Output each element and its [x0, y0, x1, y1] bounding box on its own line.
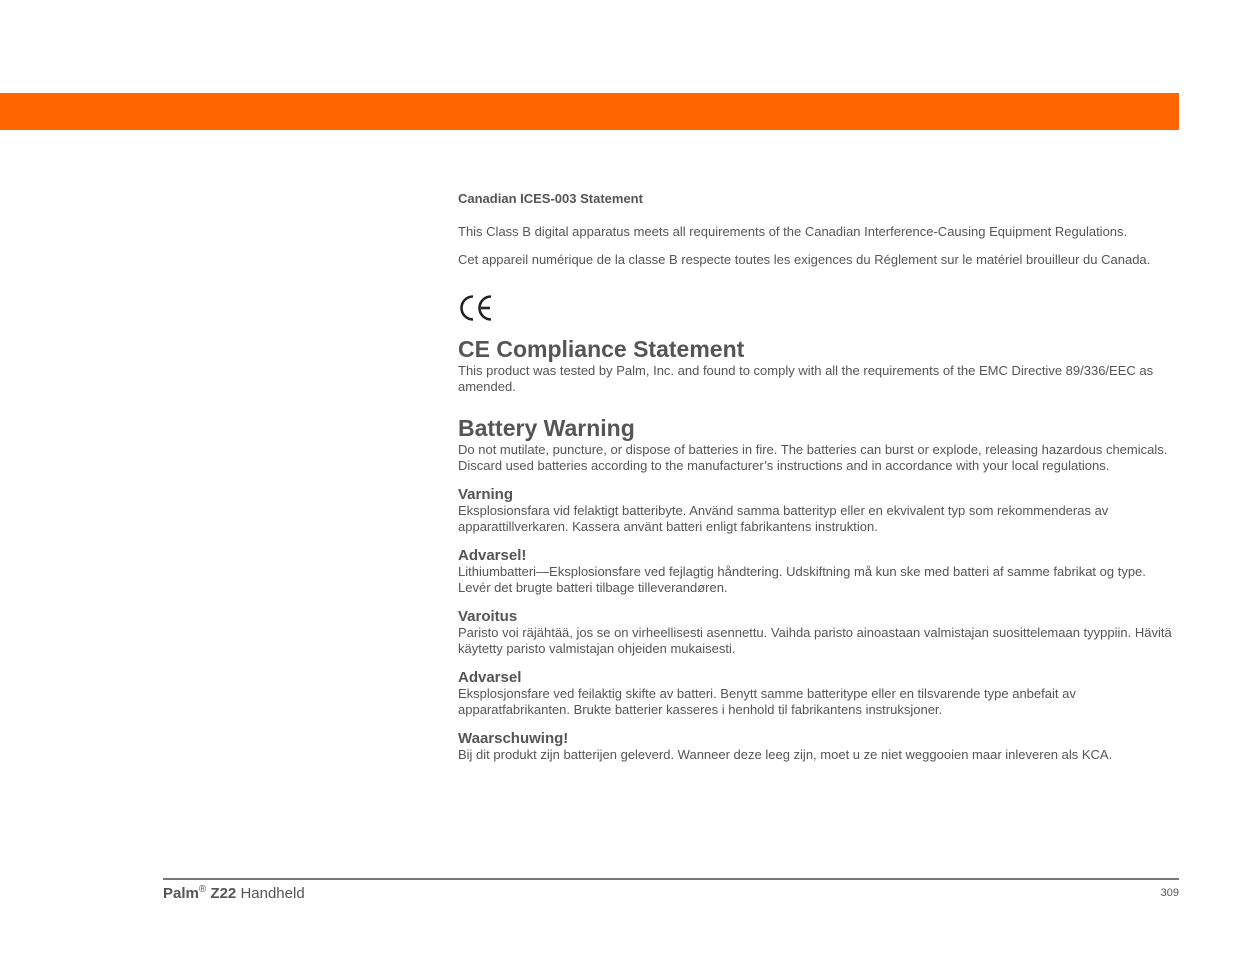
footer-registered-mark: ®	[198, 884, 207, 895]
ices-english-text: This Class B digital apparatus meets all requirements of the Canadian Interference-Causing Equipment Regulations.	[458, 224, 1128, 239]
warning-text-norwegian: Eksplosjonsfare ved feilaktig skifte av batteri. Benytt samme batteritype eller en tilsvarende type anbefait av apparatfabrikanten. Brukte batterier kasseres i henhold til fabrikantens instruksjoner.	[458, 686, 1076, 717]
ices-heading: Canadian ICES-003 Statement	[458, 191, 643, 206]
warning-heading-dutch: Waarschuwing!	[458, 730, 569, 747]
footer-product-name	[163, 884, 305, 902]
page-number: 309	[1160, 887, 1179, 899]
footer-product: Handheld	[240, 885, 305, 902]
warning-text-swedish: Eksplosionsfara vid felaktigt batteribyte. Använd samma batterityp eller en ekvivalent typ som rekommenderas av apparattillverkaren. Kassera använt batteri enligt fabrikantens instruktion.	[458, 503, 1109, 534]
warning-heading-swedish: Varning	[458, 486, 514, 503]
warning-text-finnish: Paristo voi räjähtää, jos se on virheellisesti asennettu. Vaihda paristo ainoastaan valmistajan suosittelemaan tyyppiin. Hävitä käytetty paristo valmistajan ohjeiden mukaisesti.	[458, 625, 1172, 656]
header-accent-bar	[0, 93, 1179, 130]
warning-heading-finnish: Varoitus	[458, 608, 518, 625]
page-content	[458, 191, 1176, 763]
ce-mark-icon	[458, 293, 494, 323]
footer-brand: Palm	[163, 885, 199, 902]
ce-body: This product was tested by Palm, Inc. and found to comply with all the requirements of the EMC Directive 89/336/EEC as amended.	[458, 363, 1154, 394]
footer-divider	[163, 878, 1179, 880]
warning-heading-norwegian: Advarsel	[458, 669, 522, 686]
warning-text-danish: Lithiumbatteri—Eksplosionsfare ved fejlagtig håndtering. Udskiftning må kun ske med batteri af samme fabrikat og type. Levér det brugte batteri tilbage tilleverandøren.	[458, 564, 1146, 595]
footer-model: Z22	[210, 885, 237, 902]
ce-title: CE Compliance Statement	[458, 336, 745, 362]
battery-body: Do not mutilate, puncture, or dispose of batteries in fire. The batteries can burst or explode, releasing hazardous chemicals. Discard used batteries according to the manufacturer’s instructions and in accordance with your local regulations.	[458, 442, 1168, 473]
ices-french-text: Cet appareil numérique de la classe B respecte toutes les exigences du Réglement sur le matériel brouilleur du Canada.	[458, 251, 1151, 267]
battery-title: Battery Warning	[458, 415, 635, 441]
warning-heading-danish: Advarsel!	[458, 547, 527, 564]
warning-text-dutch: Bij dit produkt zijn batterijen geleverd. Wanneer deze leeg zijn, moet u ze niet weggooien maar inleveren als KCA.	[458, 747, 1113, 762]
